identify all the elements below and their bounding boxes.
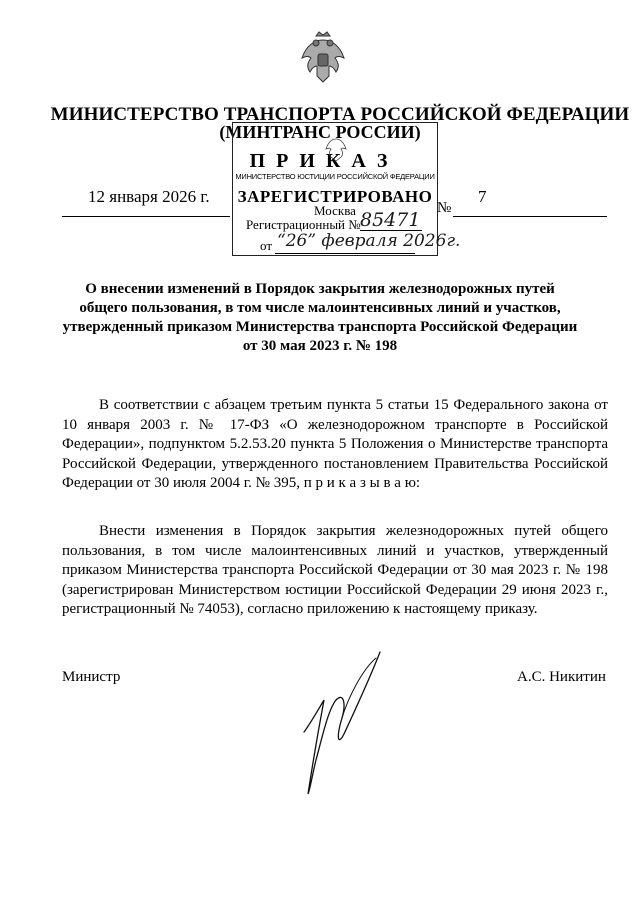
ministry-name: МИНИСТЕРСТВО ТРАНСПОРТА РОССИЙСКОЙ ФЕДЕРАЦИИ	[50, 104, 630, 125]
coat-of-arms-emblem	[298, 30, 348, 86]
title-line: О внесении изменений в Порядок закрытия железнодорожных путей	[85, 281, 555, 297]
number-sign: №	[437, 200, 452, 216]
document-title	[40, 280, 600, 356]
stamp-reg-number: 85471	[360, 209, 421, 231]
number-underline	[453, 216, 607, 217]
title-line: общего пользования, в том числе малоинтенсивных линий и участков,	[79, 300, 561, 316]
body-paragraph-legal-basis: В соответствии с абзацем третьим пункта 5 статьи 15 Федерального закона от 10 января 2003 г. № 17-ФЗ «О железнодорожном транспорте в Российской Федерации», подпунктом 5.2.53.20 пункта 5 Положения о Министерстве транспорта Российской Федерации, утвержденного постановлением Правительства Российской Федерации от 30 июля 2004 г. № 395, п р и к а з ы в а ю:	[62, 397, 608, 491]
stamp-from-label: от	[260, 238, 273, 253]
document-type: П Р И К А З	[249, 150, 391, 172]
order-date: 12 января 2026 г.	[88, 187, 210, 206]
stamp-reg-number-label: Регистрационный №	[246, 217, 361, 232]
stamp-registered-label: ЗАРЕГИСТРИРОВАНО	[237, 187, 433, 206]
stamp-date-underline	[275, 253, 415, 254]
stamp-reg-date: “26” февраля 2026г.	[277, 231, 461, 251]
title-line: от 30 мая 2023 г. № 198	[242, 338, 398, 354]
signatory-position: Министр	[62, 669, 121, 685]
signatory-name: А.С. Никитин	[517, 669, 606, 685]
stamp-emblem-icon	[325, 136, 347, 162]
body-paragraph-order: Внести изменения в Порядок закрытия железнодорожных путей общего пользования, в том числе малоинтенсивных линий и участков, утвержденный приказом Министерства транспорта Российской Федерации от 30 мая 2023 г. № 198 (зарегистрирован Министерством юстиции Российской Федерации 29 июня 2023 г., регистрационный № 74053), согласно приложению к настоящему приказу.	[62, 523, 608, 617]
stamp-ministry-name: МИНИСТЕРСТВО ЮСТИЦИИ РОССИЙСКОЙ ФЕДЕРАЦИИ	[235, 172, 435, 181]
date-underline	[62, 216, 230, 217]
handwritten-signature	[282, 648, 392, 798]
ministry-short-name: (МИНТРАНС РОССИИ)	[219, 122, 421, 142]
order-number: 7	[478, 187, 487, 206]
title-line: утвержденный приказом Министерства транспорта Российской Федерации	[62, 319, 578, 335]
stamp-city: Москва	[314, 203, 356, 218]
